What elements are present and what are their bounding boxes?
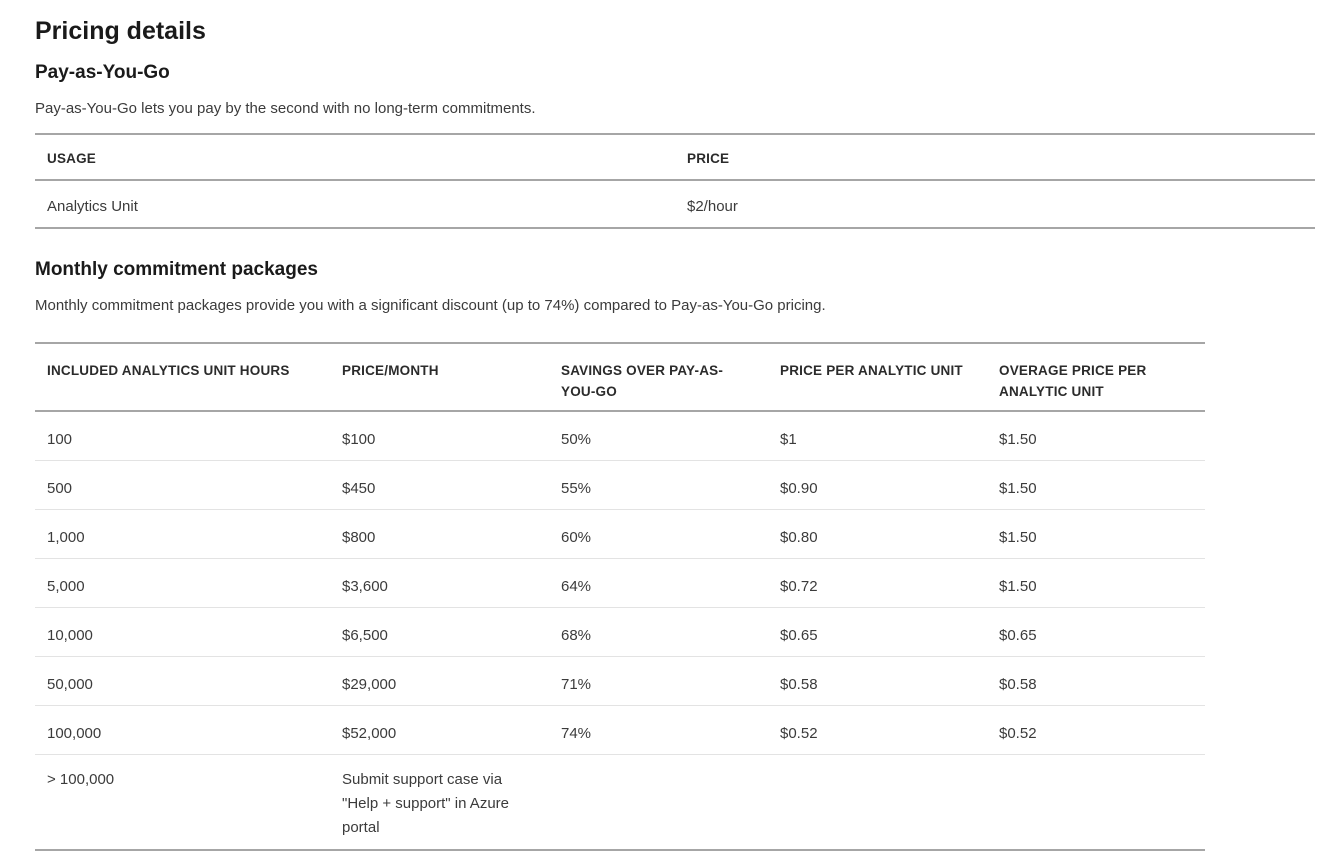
table-header-row: [35, 343, 1205, 411]
column-header-price: PRICE: [675, 134, 1315, 180]
overage-price-cell: [987, 754, 1205, 850]
price-month-cell: Submit support case via "Help + support" in Azure portal: [342, 770, 509, 836]
hours-cell: 10,000: [35, 607, 330, 656]
savings-cell: 50%: [549, 411, 768, 460]
overage-price-cell: $1.50: [987, 558, 1205, 607]
monthly-pricing-table: [35, 342, 1205, 851]
page-title: Pricing details: [35, 17, 206, 45]
table-row: [35, 509, 1205, 558]
table-row: [35, 180, 1315, 228]
savings-cell: 64%: [549, 558, 768, 607]
column-header-usage: USAGE: [35, 134, 675, 180]
price-per-unit-cell: $0.65: [768, 607, 987, 656]
price-month-cell: $52,000: [330, 705, 549, 754]
table-row: [35, 754, 1205, 850]
savings-cell: 68%: [549, 607, 768, 656]
overage-price-cell: $0.52: [987, 705, 1205, 754]
savings-cell: 55%: [549, 460, 768, 509]
table-row: [35, 705, 1205, 754]
price-per-unit-cell: $0.90: [768, 460, 987, 509]
price-per-unit-cell: $0.52: [768, 705, 987, 754]
price-month-cell: $6,500: [330, 607, 549, 656]
monthly-description: Monthly commitment packages provide you with a significant discount (up to 74%) compared to Pay-as-You-Go pricing.: [35, 297, 826, 314]
price-month-cell: $450: [330, 460, 549, 509]
hours-cell: 50,000: [35, 656, 330, 705]
savings-cell: 71%: [549, 656, 768, 705]
table-row: [35, 656, 1205, 705]
price-per-unit-cell: [768, 754, 987, 850]
hours-cell: 1,000: [35, 509, 330, 558]
hours-cell: > 100,000: [47, 770, 115, 788]
payg-pricing-table: [35, 133, 1315, 229]
column-header-included-hours: INCLUDED ANALYTICS UNIT HOURS: [35, 343, 330, 411]
price-month-cell: $3,600: [330, 558, 549, 607]
price-month-cell: $100: [330, 411, 549, 460]
overage-price-cell: $0.58: [987, 656, 1205, 705]
hours-cell: 100: [35, 411, 330, 460]
hours-cell: 5,000: [35, 558, 330, 607]
column-header-price-per-unit: PRICE PER ANALYTIC UNIT: [768, 343, 987, 411]
overage-price-cell: $0.65: [987, 607, 1205, 656]
table-row: [35, 558, 1205, 607]
column-header-savings: SAVINGS OVER PAY-AS-YOU-GO: [549, 343, 768, 411]
savings-cell: 74%: [549, 705, 768, 754]
savings-cell: [549, 754, 768, 850]
table-row: [35, 411, 1205, 460]
hours-cell: 500: [35, 460, 330, 509]
table-row: [35, 607, 1205, 656]
overage-price-cell: $1.50: [987, 460, 1205, 509]
hours-cell: 100,000: [35, 705, 330, 754]
price-per-unit-cell: $0.72: [768, 558, 987, 607]
savings-cell: 60%: [549, 509, 768, 558]
table-row: [35, 460, 1205, 509]
price-per-unit-cell: $0.58: [768, 656, 987, 705]
overage-price-cell: $1.50: [987, 509, 1205, 558]
overage-price-cell: $1.50: [987, 411, 1205, 460]
price-cell: $2/hour: [687, 198, 738, 215]
price-month-cell: $29,000: [330, 656, 549, 705]
payg-heading: Pay-as-You-Go: [35, 62, 170, 83]
payg-description: Pay-as-You-Go lets you pay by the second with no long-term commitments.: [35, 100, 536, 117]
monthly-table-body: [35, 411, 1205, 850]
price-month-cell: $800: [330, 509, 549, 558]
column-header-price-month: PRICE/MONTH: [330, 343, 549, 411]
usage-cell: Analytics Unit: [47, 198, 138, 215]
column-header-overage-price: OVERAGE PRICE PER ANALYTIC UNIT: [987, 343, 1205, 411]
price-per-unit-cell: $1: [768, 411, 987, 460]
table-header-row: [35, 134, 1315, 180]
price-per-unit-cell: $0.80: [768, 509, 987, 558]
monthly-heading: Monthly commitment packages: [35, 259, 318, 280]
